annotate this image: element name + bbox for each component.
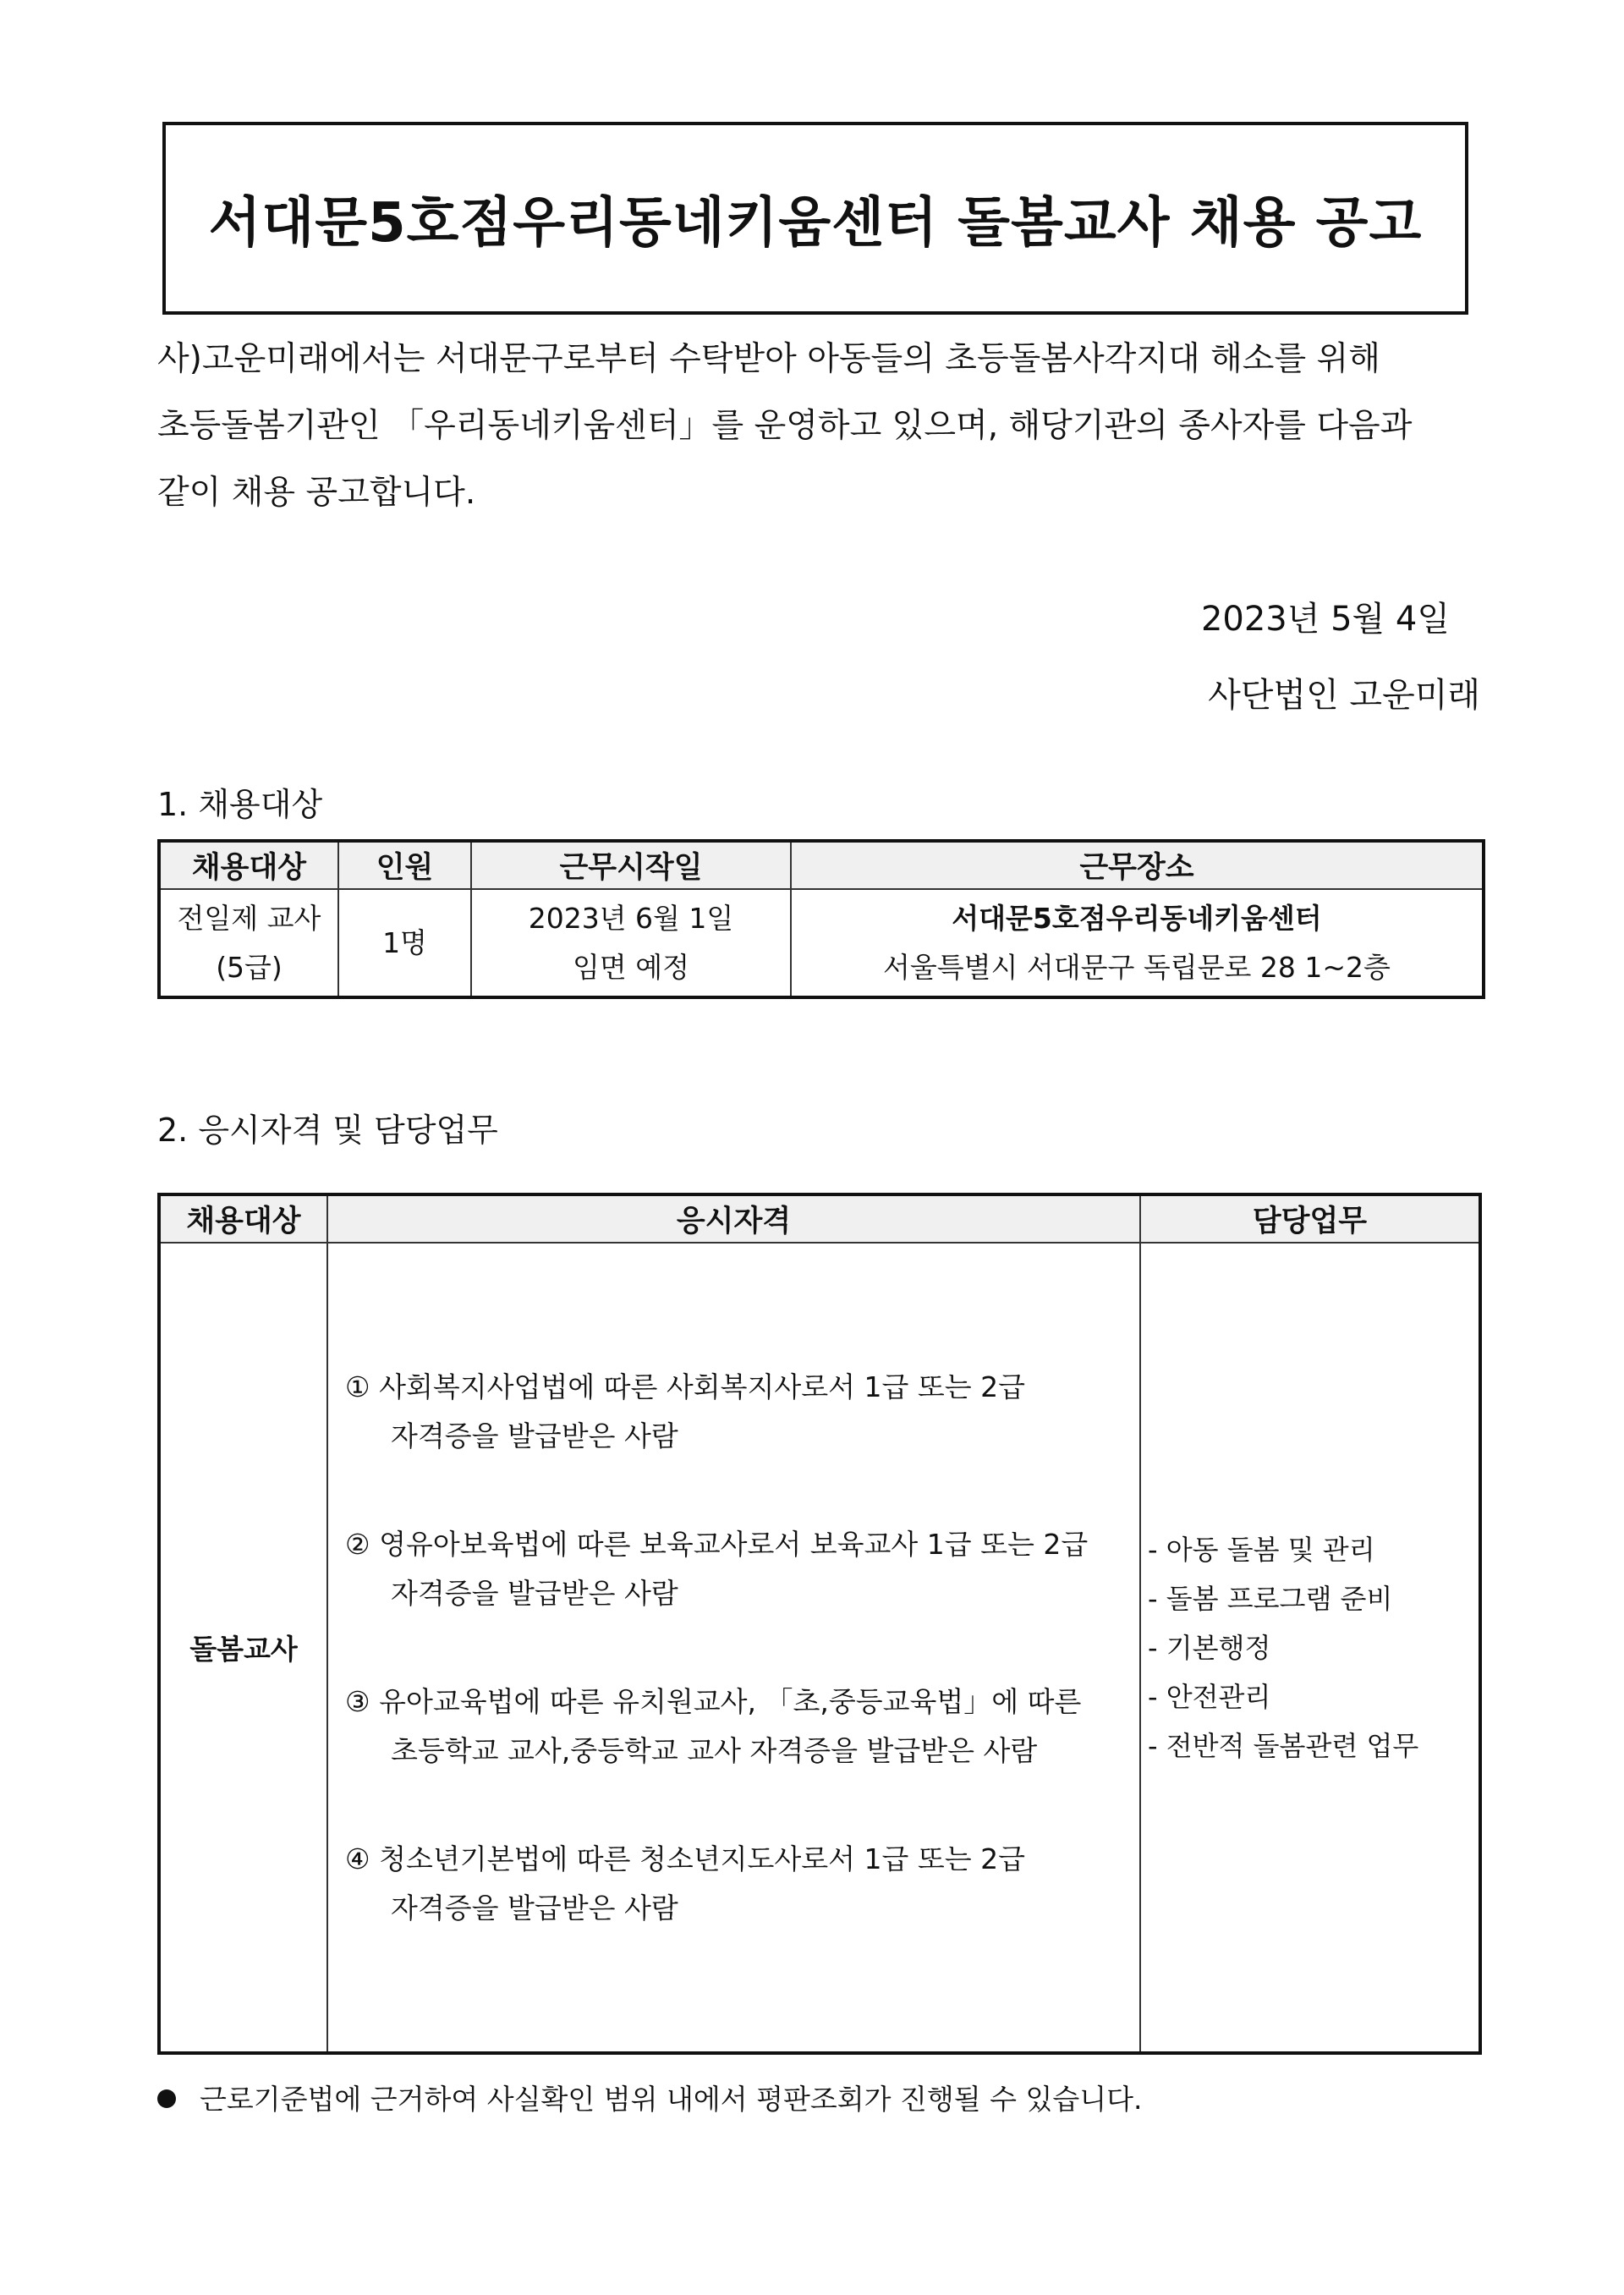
announcement-date: 2023년 5월 4일 — [1200, 600, 1450, 639]
organization-name: 사단법인 고운미래 — [1208, 676, 1480, 715]
title-box — [162, 122, 1468, 315]
duty-item: - 아동 돌봄 및 관리 — [1148, 1533, 1375, 1566]
qualification-item: ④ 청소년기본법에 따른 청소년지도사로서 1급 또는 2급 자격증을 발급받은 사람 — [345, 1842, 1025, 1924]
cell-target: 돌봄교사 — [159, 1243, 327, 2053]
header-target: 채용대상 — [159, 1194, 327, 1243]
page-title: 서대문5호점우리동네키움센터 돌봄교사 채용 공고 — [208, 192, 1423, 255]
duty-item: - 안전관리 — [1148, 1680, 1271, 1713]
reference-check-note: 근로기준법에 근거하여 사실확인 범위 내에서 평판조회가 진행될 수 있습니다. — [157, 2078, 1143, 2117]
header-duty: 담당업무 — [1140, 1194, 1480, 1243]
header-work-place: 근무장소 — [791, 841, 1484, 889]
table-row — [159, 889, 1484, 997]
header-target: 채용대상 — [159, 841, 338, 889]
header-count: 인원 — [338, 841, 471, 889]
qualification-item: ① 사회복지사업법에 따른 사회복지사로서 1급 또는 2급 자격증을 발급받은 사람 — [345, 1370, 1025, 1452]
qualification-duty-table — [157, 1193, 1482, 2055]
cell-work-place — [791, 889, 1484, 997]
place-name: 서대문5호점우리동네키움센터 — [952, 901, 1322, 935]
section2-heading: 2. 응시자격 및 담당업무 — [157, 1112, 498, 1149]
header-qualification: 응시자격 — [327, 1194, 1140, 1243]
cell-qualifications — [327, 1243, 1140, 2053]
cell-start-date: 2023년 6월 1일 임면 예정 — [471, 889, 791, 997]
cell-duties — [1140, 1243, 1480, 2053]
qualification-item: ③ 유아교육법에 따른 유치원교사, 「초,중등교육법」에 따른 초등학교 교사,중등학교 교사 자격증을 발급받은 사람 — [345, 1684, 1082, 1767]
header-start-date: 근무시작일 — [471, 841, 791, 889]
intro-line-3: 같이 채용 공고합니다. — [157, 474, 476, 512]
cell-count: 1명 — [338, 889, 471, 997]
duty-item: - 전반적 돌봄관련 업무 — [1148, 1729, 1419, 1762]
intro-line-1: 사)고운미래에서는 서대문구로부터 수탁받아 아동들의 초등돌봄사각지대 해소를 위해 — [157, 340, 1380, 378]
duty-item: - 돌봄 프로그램 준비 — [1148, 1582, 1393, 1615]
table-row — [159, 1243, 1480, 2053]
recruitment-target-table — [157, 839, 1485, 999]
duty-item: - 기본행정 — [1148, 1631, 1271, 1664]
place-address: 서울특별시 서대문구 독립문로 28 1~2층 — [883, 950, 1391, 984]
bullet-icon — [157, 2089, 176, 2108]
qualification-item: ② 영유아보육법에 따른 보육교사로서 보육교사 1급 또는 2급 자격증을 발급받은 사람 — [345, 1527, 1089, 1610]
cell-target: 전일제 교사 (5급) — [159, 889, 338, 997]
section1-heading: 1. 채용대상 — [157, 786, 323, 823]
intro-line-2: 초등돌봄기관인 「우리동네키움센터」를 운영하고 있으며, 해당기관의 종사자를 다음과 — [157, 407, 1413, 445]
